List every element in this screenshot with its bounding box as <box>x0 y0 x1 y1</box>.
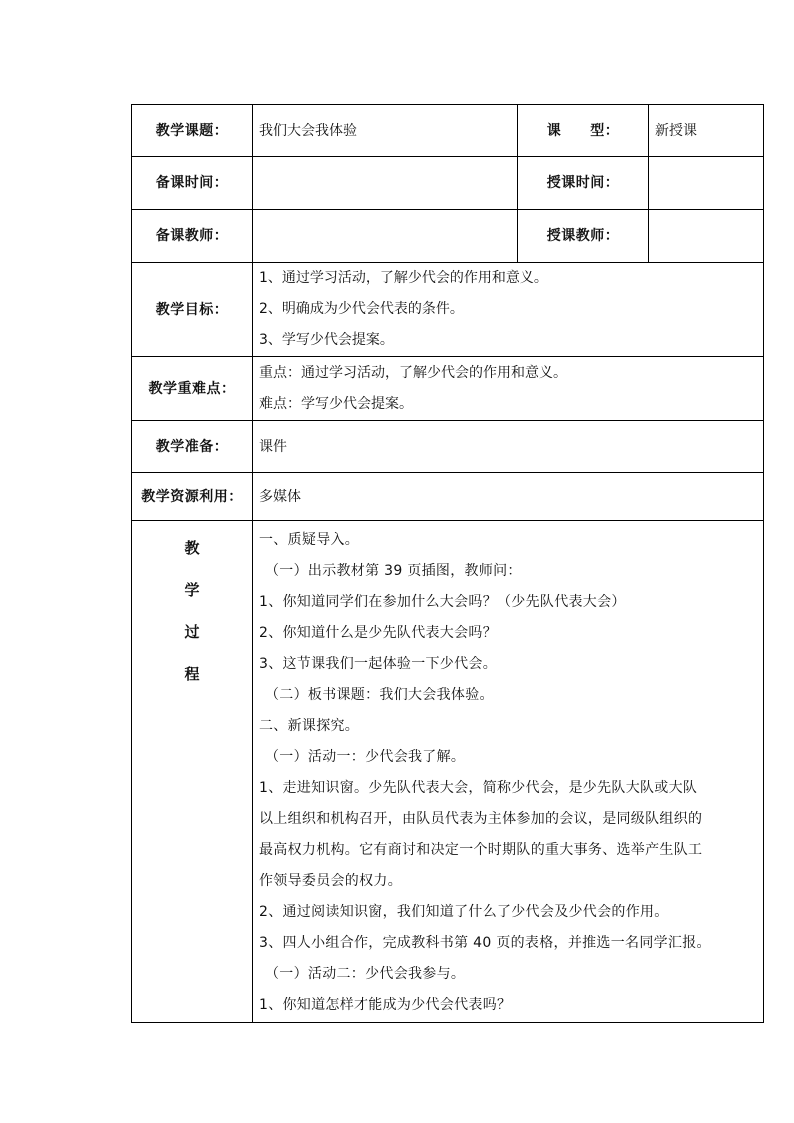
process-line: 最高权力机构。它有商讨和决定一个时期队的重大事务、选举产生队工 <box>259 842 703 858</box>
process-line: 3、这节课我们一起体验一下少代会。 <box>259 656 498 672</box>
prep-teacher-value <box>253 210 518 263</box>
teach-time-value <box>649 157 764 210</box>
row-resources <box>132 473 764 521</box>
objective-item: 2、明确成为少代会代表的条件。 <box>259 301 464 317</box>
type-label: 课 型： <box>518 105 649 157</box>
resources-label: 教学资源利用： <box>132 473 253 521</box>
objectives-label: 教学目标： <box>132 263 253 357</box>
row-preparation <box>132 421 764 473</box>
topic-label: 教学课题： <box>132 105 253 157</box>
process-label <box>132 521 253 1023</box>
key-point-item: 难点：学写少代会提案。 <box>259 395 413 412</box>
type-value: 新授课 <box>649 105 764 157</box>
teach-teacher-value <box>649 210 764 263</box>
preparation-value: 课件 <box>253 421 764 473</box>
key-point-item: 重点：通过学习活动，了解少代会的作用和意义。 <box>259 364 567 381</box>
process-line: 一、质疑导入。 <box>259 532 360 548</box>
process-content <box>253 521 764 1023</box>
key-points-content <box>253 357 764 421</box>
process-line: 作领导委员会的权力。 <box>259 873 402 889</box>
row-time <box>132 157 764 210</box>
row-topic <box>132 105 764 157</box>
row-objectives <box>132 263 764 357</box>
process-line: （一）活动一：少代会我了解。 <box>265 749 466 765</box>
objectives-content <box>253 263 764 357</box>
process-label-char: 过 <box>184 623 200 641</box>
process-line: 1、你知道同学们在参加什么大会吗？（少先队代表大会） <box>259 594 626 610</box>
prep-time-value <box>253 157 518 210</box>
process-line: 2、通过阅读知识窗，我们知道了什么了少代会及少代会的作用。 <box>259 904 669 920</box>
process-line: 2、你知道什么是少先队代表大会吗？ <box>259 625 498 641</box>
prep-time-label: 备课时间： <box>132 157 253 210</box>
process-line: 3、四人小组合作，完成教科书第 40 页的表格，并推选一名同学汇报。 <box>259 935 711 951</box>
preparation-label: 教学准备： <box>132 421 253 473</box>
process-line: 以上组织和机构召开，由队员代表为主体参加的会议，是同级队组织的 <box>259 811 703 827</box>
resources-value: 多媒体 <box>253 473 764 521</box>
process-line: （一）活动二：少代会我参与。 <box>265 966 466 982</box>
teach-time-label: 授课时间： <box>518 157 649 210</box>
row-teacher <box>132 210 764 263</box>
process-label-char: 程 <box>184 665 200 683</box>
process-line: （一）出示教材第 39 页插图，教师问： <box>265 563 522 579</box>
process-label-char: 教 <box>184 539 200 557</box>
objective-item: 1、通过学习活动，了解少代会的作用和意义。 <box>259 270 548 286</box>
process-line: 1、你知道怎样才能成为少代会代表吗？ <box>259 997 512 1013</box>
process-line: 二、新课探究。 <box>259 718 360 734</box>
process-label-char: 学 <box>184 581 200 599</box>
key-points-label: 教学重难点： <box>132 357 253 421</box>
row-key-points <box>132 357 764 421</box>
process-line: （二）板书课题：我们大会我体验。 <box>265 687 494 703</box>
teach-teacher-label: 授课教师： <box>518 210 649 263</box>
objective-item: 3、学写少代会提案。 <box>259 332 394 348</box>
prep-teacher-label: 备课教师： <box>132 210 253 263</box>
row-process <box>132 521 764 1023</box>
lesson-plan-table <box>131 104 764 1023</box>
topic-value: 我们大会我体验 <box>253 105 518 157</box>
process-line: 1、走进知识窗。少先队代表大会，简称少代会，是少先队大队或大队 <box>259 780 698 796</box>
